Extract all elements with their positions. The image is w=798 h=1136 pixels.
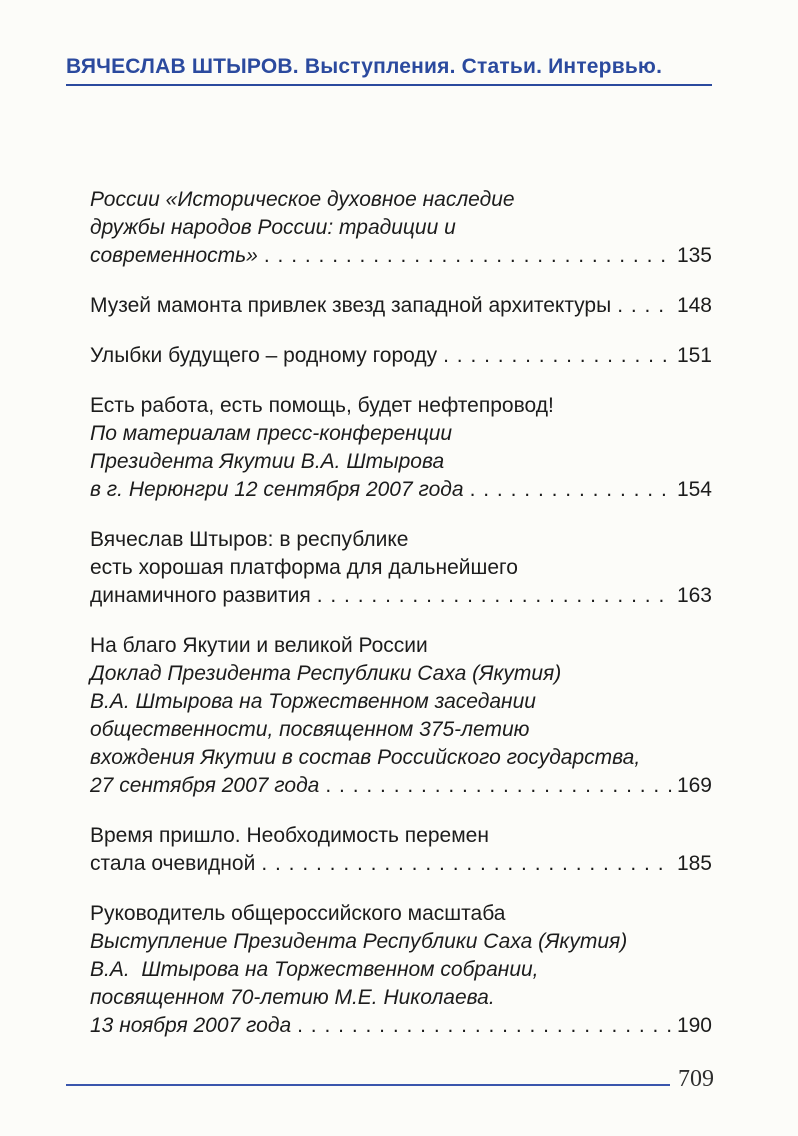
toc-title-text: Президента Якутии В.А. Штырова	[90, 450, 445, 473]
toc-title-text: вхождения Якутии в состав Российского государства,	[90, 746, 641, 769]
footer-rule	[66, 1084, 670, 1086]
dot-leader	[617, 292, 673, 320]
toc-entry	[90, 526, 712, 610]
toc-line	[90, 772, 712, 800]
dot-leader	[470, 476, 673, 504]
running-header-title: ВЯЧЕСЛАВ ШТЫРОВ. Выступления. Статьи. Интервью.	[66, 55, 712, 86]
dot-leader	[443, 342, 673, 370]
toc-entry	[90, 186, 712, 270]
toc-title-text: в г. Нерюнгри 12 сентября 2007 года	[90, 478, 464, 501]
toc-line	[90, 928, 712, 956]
toc-line	[90, 392, 712, 420]
toc-title-text: Музей мамонта привлек звезд западной архитектуры	[90, 294, 612, 317]
toc-line	[90, 1012, 712, 1040]
toc-entry	[90, 392, 712, 504]
toc-entry	[90, 292, 712, 320]
toc-line	[90, 900, 712, 928]
dot-leader	[264, 242, 673, 270]
toc-title-text: динамичного развития	[90, 584, 311, 607]
toc-line	[90, 660, 712, 688]
toc-title-text: Руководитель общероссийского масштаба	[90, 902, 506, 925]
toc-entry	[90, 900, 712, 1040]
toc-line	[90, 420, 712, 448]
toc-title-text: дружбы народов России: традиции и	[90, 216, 456, 239]
toc-line	[90, 476, 712, 504]
toc-line	[90, 850, 712, 878]
dot-leader	[325, 772, 673, 800]
toc-line	[90, 984, 712, 1012]
toc-title-text: 27 сентября 2007 года	[90, 774, 320, 797]
page-footer	[66, 1066, 714, 1093]
toc-line	[90, 186, 712, 214]
toc-line	[90, 554, 712, 582]
toc-title-text: Вячеслав Штыров: в республике	[90, 528, 409, 551]
toc-entry	[90, 822, 712, 878]
toc-page-number: 190	[676, 1014, 712, 1037]
toc-line	[90, 716, 712, 744]
toc-title-text: На благо Якутии и великой России	[90, 634, 428, 657]
toc-title-text: 13 ноября 2007 года	[90, 1014, 292, 1037]
toc-title-text: есть хорошая платформа для дальнейшего	[90, 556, 518, 579]
toc-title-text: В.А. Штырова на Торжественном заседании	[90, 690, 536, 713]
toc-title-text: Улыбки будущего – родному городу	[90, 344, 438, 367]
toc-title-text: общественности, посвященном 375-летию	[90, 718, 530, 741]
toc-title-text: России «Историческое духовное наследие	[90, 188, 515, 211]
toc-page-number: 135	[676, 244, 712, 267]
toc-page-number: 148	[676, 294, 712, 317]
dot-leader	[297, 1012, 673, 1040]
toc-page-number: 154	[676, 478, 712, 501]
toc-title-text: современность»	[90, 244, 258, 267]
toc-line	[90, 744, 712, 772]
toc-page-number: 151	[676, 344, 712, 367]
toc-line	[90, 526, 712, 554]
toc-title-text: По материалам пресс-конференции	[90, 422, 453, 445]
dot-leader	[317, 582, 673, 610]
toc-page-number: 163	[676, 584, 712, 607]
toc-title-text: В.А. Штырова на Торжественном собрании,	[90, 958, 539, 981]
toc-title-text: стала очевидной	[90, 852, 256, 875]
toc-page-number: 169	[676, 774, 712, 797]
toc-line	[90, 582, 712, 610]
toc-line	[90, 292, 712, 320]
dot-leader	[261, 850, 673, 878]
running-header	[66, 55, 712, 86]
toc-line	[90, 822, 712, 850]
toc-entry	[90, 342, 712, 370]
toc-line	[90, 242, 712, 270]
toc-title-text: Выступление Президента Республики Саха (Якутия)	[90, 930, 628, 953]
page-number: 709	[678, 1066, 714, 1092]
toc-title-text: посвященном 70-летию М.Е. Николаева.	[90, 986, 495, 1009]
toc-line	[90, 448, 712, 476]
toc-title-text: Время пришло. Необходимость перемен	[90, 824, 489, 847]
toc-line	[90, 688, 712, 716]
toc-entry	[90, 632, 712, 800]
toc-line	[90, 214, 712, 242]
table-of-contents	[90, 186, 712, 1040]
toc-line	[90, 632, 712, 660]
toc-line	[90, 342, 712, 370]
toc-title-text: Доклад Президента Республики Саха (Якутия)	[90, 662, 562, 685]
toc-line	[90, 956, 712, 984]
toc-title-text: Есть работа, есть помощь, будет нефтепровод!	[90, 394, 554, 417]
toc-page-number: 185	[676, 852, 712, 875]
